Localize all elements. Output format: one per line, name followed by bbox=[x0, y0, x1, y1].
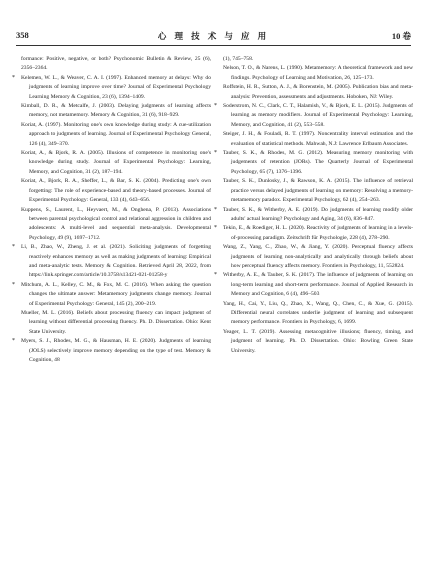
reference-entry bbox=[21, 102, 211, 121]
reference-entry: * Myers, S. J., Rhodes, M. G., & Hausman, H. E. (2020). Judgments of learning (JOLS) selectively improve memory depending on the type of test. Memory & Cognition, 48 bbox=[12, 338, 211, 363]
journal-title: 心 理 技 术 与 应 用 bbox=[157, 31, 270, 41]
reference-entry bbox=[223, 300, 413, 328]
reference-entry bbox=[223, 130, 413, 149]
reference-entry: * Tauber, S. K., & Rhodes, M. G. (2012). Measuring memory monitoring with judgements of retention (JORs). The Quarterly Journal of Experimental Psychology, 65 (7), 1376–1396. bbox=[214, 150, 413, 175]
right-reference-column bbox=[214, 55, 413, 356]
reference-entry bbox=[223, 177, 413, 205]
reference-entry bbox=[223, 55, 413, 64]
reference-text: Yeager, L. T. (2019). Assessing metacognitive illusions; fluency, timing, and judgment of learning. Ph. D. Dissertation. Ohio: Bowling Green State University. bbox=[223, 328, 413, 354]
reference-text: Tauber, S. K., & Witherby, A. E. (2019). Do judgments of learning modify older adults' actual learning? Psychology and Aging, 34 (6), 836–847. bbox=[223, 206, 413, 222]
reference-text: Roffstein, H. R., Sutton, A. J., & Borenstein, M. (2005). Publication bias and meta-analysis: Prevention, assessments and adjustments. Hoboken, NJ: Wiley. bbox=[223, 84, 413, 100]
reference-text: Kimball, D. R., & Metcalfe, J. (2003). Delaying judgments of learning affects memory, not metamemory. Memory & Cognition, 31 (6), 918–929. bbox=[21, 103, 211, 119]
reference-entry bbox=[21, 121, 211, 149]
reference-text: Nelson, T. O., & Narens, L. (1990). Metamemory: A theoretical framework and new findings. Psychology of Learning and Motivation, 26, 125–173. bbox=[223, 65, 413, 81]
reference-entry bbox=[21, 177, 211, 205]
reference-entry bbox=[21, 149, 211, 177]
reference-entry: * Soderstrom, N. C., Clark, C. T., Halamish, V., & Bjork, E. L. (2015). Judgments of learning as memory modifiers. Journal of Experimental Psychology: Learning, Memory, and Cognition, 41 (2), 553–558. bbox=[214, 103, 413, 128]
reference-text: Kuppens, S., Laurent, L., Heyvaert, M., & Onghena, P. (2013). Associations between parental psychological control and relational aggression in children and adolescents: A multi-level and sequential meta-analysis. Developmental Psychology, 49 (9), 1697–1712. bbox=[21, 206, 211, 241]
reference-text: Kelemen, W. L., & Weaver, C. A. I. (1997). Enhanced memory at delays: Why do judgments of learning improve over time? Journal of Experimental Psychology Learning Memory & Cognition, 23 (6), 1394–1409. bbox=[21, 74, 211, 100]
volume-label: 10 卷 bbox=[391, 31, 411, 41]
reference-entry: * Kelemen, W. L., & Weaver, C. A. I. (1997). Enhanced memory at delays: Why do judgments of learning improve over time? Journal of Experimental Psychology Learning Memory & Cognition, 23 (6), 1394–1409. bbox=[12, 74, 211, 100]
reference-entry bbox=[21, 309, 211, 337]
reference-text: Koriat, A., & Bjork, R. A. (2005). Illusions of competence in monitoring one's knowledge during study. Journal of Experimental Psychology: Learning, Memory, and Cognition, 31 (2), 187–194. bbox=[21, 150, 211, 175]
reference-text: Soderstrom, N. C., Clark, C. T., Halamish, V., & Bjork, E. L. (2015). Judgments of learning as memory modifiers. Journal of Experimental Psychology: Learning, Memory, and Cognition, 41 (2), 553–558. bbox=[223, 103, 413, 128]
reference-text: Wang, Z., Yang, C., Zhao, W., & Jiang, Y. (2020). Perceptual fluency affects judgments of learning non-analytically and analytically through beliefs about how perceptual fluency affects memory. Frontiers in Psychology, 11, 552824. bbox=[223, 244, 413, 269]
reference-text: Tekin, E., & Roediger, H. L. (2020). Reactivity of judgments of learning in a levels-of-processing paradigm. Zeitschrift für Psychologie, 228 (4), 278–290. bbox=[223, 225, 413, 241]
reference-text: Myers, S. J., Rhodes, M. G., & Hausman, H. E. (2020). Judgments of learning (JOLS) selectively improve memory depending on the type of test. Memory & Cognition, 48 bbox=[21, 338, 211, 363]
reference-text: Li, B., Zhao, W., Zheng, J. et al. (2021). Soliciting judgments of forgetting reactively enhances memory as well as making judgments of learning: Empirical and meta-analytic tests. Memory & Cognition. Retrieved April 28, 2022, from https://link.springer.com/article/10.3758/s13421-021-01258-y bbox=[21, 244, 211, 279]
reference-text: Steiger, J. H., & Fouladi, R. T. (1997). Noncentrality interval estimation and the evaluation of statistical methods. Mahwah, N.J: Lawrence Erlbaum Associates. bbox=[223, 131, 413, 147]
left-reference-column bbox=[12, 55, 211, 365]
reference-text: Yang, H., Cai, Y., Liu, Q., Zhao, X., Wang, Q., Chen, C., & Xue, G. (2015). Differential neural correlates underlie judgment of learning and subsequent memory performance. Frontiers in Psychology, 6, 1699. bbox=[223, 300, 413, 326]
reference-entry: * Li, B., Zhao, W., Zheng, J. et al. (2021). Soliciting judgments of forgetting reactively enhances memory as well as making judgments of learning: Empirical and meta-analytic tests. Memory & Cognition. Retrieved April 28, 2022, from https://link.springer.com/article/10.3758/s13421-021-01258-y bbox=[12, 244, 211, 279]
reference-entry bbox=[223, 83, 413, 102]
reference-text: Mueller, M. L. (2016). Beliefs about processing fluency can impact judgment of learning without differential processing fluency. Ph. D. Dissertation. Ohio: Kent State University. bbox=[21, 309, 211, 335]
reference-entry bbox=[223, 243, 413, 271]
reference-text: Koriat, A., Bjork, R. A., Sheffer, L., & Bar, S. K. (2004). Predicting one's own forgetting: The role of experience-based and theory-based processes. Journal of Experimental Psychology: General, 133 (4), 643–656. bbox=[21, 178, 211, 204]
reference-entry: * Tauber, S. K., & Witherby, A. E. (2019). Do judgments of learning modify older adults' actual learning? Psychology and Aging, 34 (6), 836–847. bbox=[214, 206, 413, 222]
reference-text: formance: Positive, negative, or both? Psychonomic Bulletin & Review, 25 (6), 2356–2364. bbox=[21, 56, 211, 72]
reference-text: Witherby, A. E., & Tauber, S. K. (2017). The influence of judgments of learning on long-term learning and short-term performance. Journal of Applied Research in Memory and Cognition, 6 (4), 496–503 bbox=[223, 272, 413, 298]
page-header bbox=[16, 30, 411, 44]
reference-text: Tauber, S. K., Dunlosky, J., & Rawson, K. A. (2015). The influence of retrieval practice versus delayed judgments of learning on memory: Resolving a memory-metamemory paradox. Experimental Psychology, 62 (4), 254–263. bbox=[223, 178, 413, 204]
reference-text: Koriat, A. (1997). Monitoring one's own knowledge during study: A cue-utilization approach to judgments of learning. Journal of Experimental Psychology General, 126 (4), 349–370. bbox=[21, 121, 211, 147]
reference-entry bbox=[21, 206, 211, 244]
reference-entry bbox=[223, 64, 413, 83]
header-rule bbox=[16, 45, 411, 46]
reference-entry bbox=[223, 328, 413, 356]
reference-text: (1), 745–758. bbox=[223, 56, 254, 62]
reference-entry: * Witherby, A. E., & Tauber, S. K. (2017). The influence of judgments of learning on long-term learning and short-term performance. Journal of Applied Research in Memory and Cognition, 6 (4), 496–503 bbox=[214, 272, 413, 298]
reference-entry: * Mitchum, A. L., Kelley, C. M., & Fox, M. C. (2016). When asking the question changes the ultimate answer: Metamemory judgments change memory. Journal of Experimental Psychology: General, 145 (2), 200–219. bbox=[12, 281, 211, 307]
reference-entry: * Tekin, E., & Roediger, H. L. (2020). Reactivity of judgments of learning in a levels-of-processing paradigm. Zeitschrift für Psychologie, 228 (4), 278–290. bbox=[214, 225, 413, 241]
reference-text: Tauber, S. K., & Rhodes, M. G. (2012). Measuring memory monitoring with judgements of retention (JORs). The Quarterly Journal of Experimental Psychology, 65 (7), 1376–1396. bbox=[223, 150, 413, 175]
page-number: 358 bbox=[16, 30, 29, 40]
reference-text: Mitchum, A. L., Kelley, C. M., & Fox, M. C. (2016). When asking the question changes the ultimate answer: Metamemory judgments change memory. Journal of Experimental Psychology: General, 145 (2), 200–219. bbox=[21, 281, 211, 307]
reference-entry bbox=[21, 55, 211, 74]
